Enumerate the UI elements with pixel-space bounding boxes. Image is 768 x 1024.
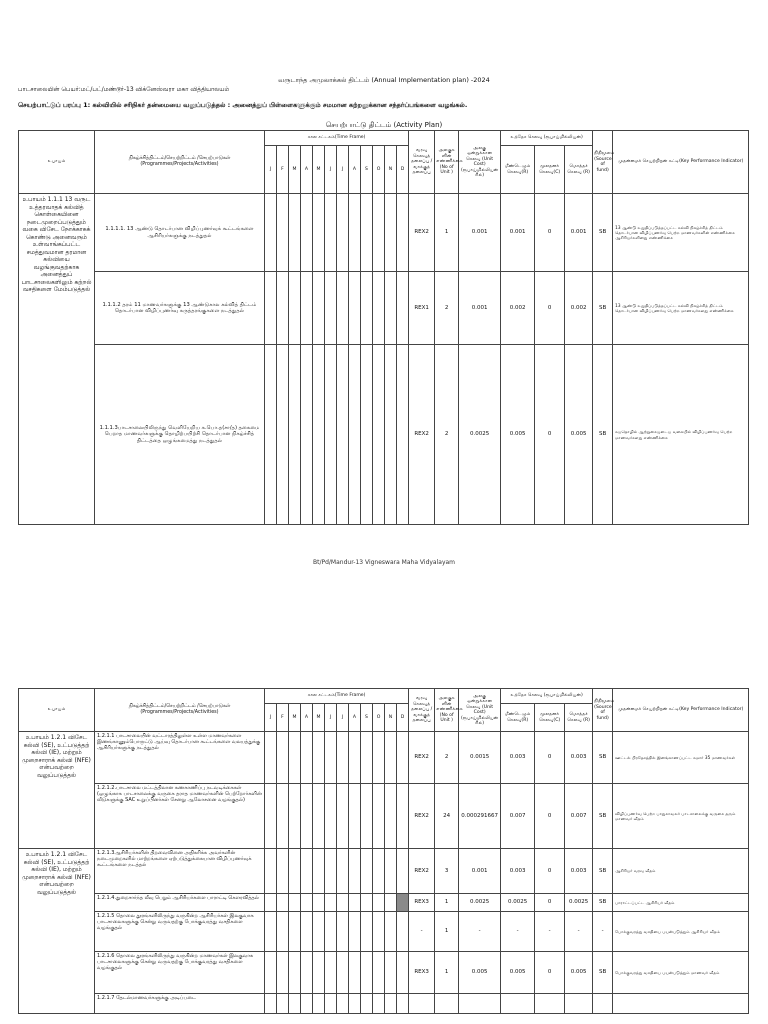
timeline-cell: [385, 732, 397, 784]
source-cell: SB: [593, 345, 613, 525]
table-row: [19, 194, 749, 272]
timeline-cell: [349, 194, 361, 272]
col-budget-code: வரவு செலவுத் தலைப்பு /வாக்குத் தலைப்பு: [409, 689, 435, 732]
recurrent-cell: 0.003: [501, 849, 535, 894]
month-oct: O: [373, 704, 385, 732]
month-aug: A: [349, 704, 361, 732]
timeline-cell: [337, 732, 349, 784]
kpi-cell: போக்குவரத்து வசதியை பயன்படுத்தும் ஆசிரியர் வீதம்: [613, 912, 749, 952]
timeline-cell: [277, 784, 289, 849]
timeline-cell: [337, 849, 349, 894]
timeline-cell: [301, 912, 313, 952]
timeline-cell: [325, 912, 337, 952]
timeline-cell: [385, 345, 397, 525]
kpi-cell: போக்குவரத்து வசதியை பயன்படுத்தும் மாணவர் வீதம்: [613, 952, 749, 994]
budget-code-cell: REX1: [409, 272, 435, 345]
timeline-cell: [337, 894, 349, 912]
month-feb: F: [277, 146, 289, 194]
activity-cell: 1.2.1.1 பாடசாலையின் வட்டாரத்திலுள்ள உள்ள மாணவர்களை இணங்காணும்பொருட்டு ஆய்வு தொடர்பான கூட்டங்களை வலயத்துக்கு ஆசிரியர்களுக்கு நடத்துதல்: [95, 732, 265, 784]
units-cell: [435, 994, 459, 1014]
activity-cell: 1.2.1.6 தொலை தூரங்களிலிருந்து வருகின்ற மாணவர்கள் இலகுவாக பாடசாலைகளுக்கு சென்று வருவதற்கு போக்குவரத்து வசதிகளை வழங்குதல்: [95, 952, 265, 994]
units-cell: 2: [435, 732, 459, 784]
activity-cell: 1.1.1.3பாடசாலையிலிருந்து வெளியேறிய க.பொ.த(சா/த) தகைமை பெறாத மாணவர்களுக்கு தொழிற்பயிற்சி தொடர்பான நிகழ்ச்சித் திட்டத்தை ஒழுங்கமைத்து நடத்துதல்: [95, 345, 265, 525]
timeline-cell: [289, 272, 301, 345]
activity-cell: 1.2.1.7 தேடல்மாணவர்களுக்கு அடிப்படை: [95, 994, 265, 1014]
activity-plan-table-1: [18, 130, 749, 525]
timeline-cell: [361, 732, 373, 784]
recurrent-cell: 0.005: [501, 952, 535, 994]
timeline-cell: [397, 345, 409, 525]
activity-cell: 1.2.1.5 தொலை தூரங்களிலிருந்து வருகின்ற ஆசிரியர்கள் இலகுவாக பாடசாலைகளுக்கு சென்று வருவதற்கு போக்குவரத்து வசதிகளை வழங்குதல்: [95, 912, 265, 952]
col-units: அலகுக ளின் எண்ணிக்கை (No of Unit ): [435, 689, 459, 732]
strategy-cell: உபாயம் 1.1.1 13 வருட உத்தரவாதக் கல்வித் கொள்கையினை நடைமுறைப்படுத்தும் வகை விசேட நோக்காகக் கொண்டு அனைவரும் உள்வாங்கப்பட்ட சமத்துவமான தரமான கல்வியை வழங்குவதற்காக அனைத்துப் பாடசாலைகளிலும் கற்றல் வசதிகளை மேம்படுத்தல்: [19, 194, 95, 525]
timeline-cell: [337, 912, 349, 952]
table-row: [19, 345, 749, 525]
source-cell: SB: [593, 894, 613, 912]
timeline-cell: [325, 994, 337, 1014]
capital-cell: 0: [535, 345, 565, 525]
timeline-cell: [397, 784, 409, 849]
timeline-cell: [397, 194, 409, 272]
month-jul: J: [337, 704, 349, 732]
timeline-cell: [361, 952, 373, 994]
timeline-cell: [349, 784, 361, 849]
unit-cost-cell: 0.005: [459, 952, 501, 994]
col-time-frame: கால சட்டகம்(Time Frame): [265, 689, 409, 704]
timeline-cell: [361, 894, 373, 912]
timeline-cell: [397, 894, 409, 912]
total-cell: 0.007: [565, 784, 593, 849]
timeline-cell: [301, 952, 313, 994]
timeline-cell: [313, 194, 325, 272]
activity-cell: 1.2.1.4.துறைசார்ந்த லீவு பெறும் ஆசிரியர்களை பாராட்டி கௌரவித்தல்: [95, 894, 265, 912]
kpi-cell: விழிப்புணர்வு பெற்ற பாதுகாவலர் பாடசாலைக்கு வருகை தரும் மாணவர் வீதம்: [613, 784, 749, 849]
month-sep: S: [361, 704, 373, 732]
col-strategy: உபாயம்: [19, 131, 95, 194]
source-cell: SB: [593, 849, 613, 894]
budget-code-cell: REX2: [409, 194, 435, 272]
document-title: வருடாந்த அமுலாக்கல் திட்டம் (Annual Implementation plan) -2024: [278, 76, 490, 84]
budget-code-cell: REX2: [409, 345, 435, 525]
month-aug: A: [349, 146, 361, 194]
timeline-cell: [265, 894, 277, 912]
strategy-cell: உபாயம் 1.2.1 விசேட கல்வி (SE), உட்படுத்தற் கல்வி (IE), மற்றும் முறைசாராக் கல்வி (NFE) என்பவற்றை வலுப்படுத்தல்: [19, 732, 95, 849]
timeline-cell: [277, 272, 289, 345]
timeline-cell: [289, 952, 301, 994]
timeline-cell: [397, 849, 409, 894]
kpi-cell: ஊட்டல் பிரதேசத்தில் இனங்காணப்பட்ட சுமார் 35 மாணவர்கள்: [613, 732, 749, 784]
budget-code-cell: REX2: [409, 849, 435, 894]
timeline-cell: [265, 194, 277, 272]
month-feb: F: [277, 704, 289, 732]
source-cell: SB: [593, 784, 613, 849]
month-sep: S: [361, 146, 373, 194]
timeline-cell: [361, 912, 373, 952]
timeline-cell: [265, 784, 277, 849]
activity-cell: 1.2.1.3ஆசிரியர்களின் திறவைவினை அதிகரிக்க அவர்களின் நடைமுறைகளில் மாற்றங்களை ஏற்படுத்துக்கையான விழிப்புணர்வுக் கூட்டங்களை நடத்தல்: [95, 849, 265, 894]
col-recurrent: மீண்டெழும் செலவு(R): [501, 146, 535, 194]
capital-cell: 0: [535, 784, 565, 849]
timeline-cell: [265, 952, 277, 994]
units-cell: 1: [435, 194, 459, 272]
col-strategy: உபாயம்: [19, 689, 95, 732]
units-cell: 24: [435, 784, 459, 849]
col-activities: நிகழ்ச்சித்திட்டம்/செயற்றிட்டம் /செயற்பாடுகள் (Programmes/Projects/Activities): [95, 131, 265, 194]
col-unit-cost: அலகு ஒன்றுக்கான செலவு (Unit Cost) (ரூபாய்மில்லியன் ரில்): [459, 131, 501, 194]
timeline-cell: [301, 272, 313, 345]
timeline-cell: [385, 194, 397, 272]
table-row: [19, 994, 749, 1014]
timeline-cell: [265, 912, 277, 952]
unit-cost-cell: 0.001: [459, 849, 501, 894]
recurrent-cell: -: [501, 912, 535, 952]
col-budget-code: வரவு செலவுத் தலைப்பு /வாக்குத் தலைப்பு: [409, 131, 435, 194]
month-jan: J: [265, 146, 277, 194]
table-row: [19, 272, 749, 345]
source-cell: SB: [593, 272, 613, 345]
timeline-cell: [313, 952, 325, 994]
timeline-cell: [313, 912, 325, 952]
timeline-cell: [361, 345, 373, 525]
timeline-cell: [397, 912, 409, 952]
timeline-cell: [361, 194, 373, 272]
timeline-cell: [325, 894, 337, 912]
col-estimated-cost: உத்தேச செலவு (ரூபாய்மில்லியன்): [501, 689, 593, 704]
recurrent-cell: 0.0025: [501, 894, 535, 912]
col-units: அலகுக ளின் எண்ணிக்கை (No of Unit ): [435, 131, 459, 194]
timeline-cell: [337, 784, 349, 849]
recurrent-cell: 0.002: [501, 272, 535, 345]
timeline-cell: [385, 784, 397, 849]
activity-plan-table-2: [18, 688, 749, 1014]
capital-cell: 0: [535, 849, 565, 894]
timeline-cell: [325, 784, 337, 849]
units-cell: 1: [435, 952, 459, 994]
month-nov: N: [385, 146, 397, 194]
unit-cost-cell: 0.001: [459, 194, 501, 272]
timeline-cell: [277, 194, 289, 272]
timeline-cell: [337, 194, 349, 272]
timeline-cell: [385, 994, 397, 1014]
unit-cost-cell: 0.0025: [459, 345, 501, 525]
source-cell: -: [593, 912, 613, 952]
activity-cell: 1.1.1.1. 13 ஆண்டு தொடர்பான விழிப்புணர்வுக் கூட்டங்களை ஆசிரியர்களுக்கு நடத்துதல்: [95, 194, 265, 272]
kpi-cell: ஆசிரியர் வரவு வீதம்: [613, 849, 749, 894]
timeline-cell: [397, 952, 409, 994]
timeline-cell: [301, 849, 313, 894]
timeline-cell: [289, 784, 301, 849]
capital-cell: -: [535, 912, 565, 952]
recurrent-cell: 0.007: [501, 784, 535, 849]
timeline-cell: [385, 272, 397, 345]
budget-code-cell: REX2: [409, 784, 435, 849]
month-jul: J: [337, 146, 349, 194]
recurrent-cell: 0.001: [501, 194, 535, 272]
timeline-cell: [325, 345, 337, 525]
col-kpi: முதன்மைச் செயற்றிறன் சுட்டி(Key Performance Indicator): [613, 689, 749, 732]
table-row: [19, 952, 749, 994]
timeline-cell: [277, 732, 289, 784]
capital-cell: [535, 994, 565, 1014]
timeline-cell: [373, 849, 385, 894]
col-unit-cost: அலகு ஒன்றுக்கான செலவு (Unit Cost) (ரூபாய்மில்லியன் ரில்): [459, 689, 501, 732]
col-source: நிதிமூலம் (Source of fund): [593, 131, 613, 194]
source-cell: SB: [593, 952, 613, 994]
timeline-cell: [337, 345, 349, 525]
timeline-cell: [265, 272, 277, 345]
timeline-cell: [385, 849, 397, 894]
timeline-cell: [337, 272, 349, 345]
timeline-cell: [289, 849, 301, 894]
capital-cell: 0: [535, 194, 565, 272]
kpi-cell: 13 ஆண்டு உறுதிப்படுத்தப்பட்ட கல்வி நிகழ்ச்சித் திட்டம் தொடர்பான விழிப்புணர்வு பெற்ற மாணவர்களின் எண்ணிக்கை ஆசிரியர்களினது எண்ணிக்கை: [613, 194, 749, 272]
timeline-cell: [349, 732, 361, 784]
school-name: பாடசாலையின் பெயர்:மட்/பட்/மண்டூர்-13 விக்னேஸ்வரா மகா வித்தியாலயம்: [18, 86, 230, 93]
timeline-cell: [277, 345, 289, 525]
strategy-cell: உபாயம் 1.2.1 விசேட கல்வி (SE), உட்படுத்தற் கல்வி (IE), மற்றும் முறைசாராக் கல்வி (NFE) என்பவற்றை வலுப்படுத்தல்: [19, 849, 95, 1014]
timeline-cell: [361, 994, 373, 1014]
timeline-cell: [289, 732, 301, 784]
timeline-cell: [277, 912, 289, 952]
timeline-cell: [301, 732, 313, 784]
recurrent-cell: 0.005: [501, 345, 535, 525]
timeline-cell: [361, 784, 373, 849]
capital-cell: 0: [535, 732, 565, 784]
timeline-cell: [397, 732, 409, 784]
month-may: M: [313, 704, 325, 732]
timeline-cell: [277, 952, 289, 994]
timeline-cell: [277, 994, 289, 1014]
recurrent-cell: 0.003: [501, 732, 535, 784]
unit-cost-cell: 0.000291667: [459, 784, 501, 849]
timeline-cell: [301, 784, 313, 849]
timeline-cell: [349, 994, 361, 1014]
timeline-cell: [289, 894, 301, 912]
page-footer: Bt/Pd/Mandur-13 Vigneswara Maha Vidyalayam: [312, 559, 456, 566]
total-cell: 0.003: [565, 849, 593, 894]
col-estimated-cost: உத்தேச செலவு (ரூபாய்மில்லியன்): [501, 131, 593, 146]
timeline-cell: [277, 894, 289, 912]
timeline-cell: [349, 345, 361, 525]
total-cell: [565, 994, 593, 1014]
timeline-cell: [373, 194, 385, 272]
timeline-cell: [325, 272, 337, 345]
month-may: M: [313, 146, 325, 194]
table-row: [19, 894, 749, 912]
table-row: [19, 732, 749, 784]
table-row: [19, 912, 749, 952]
units-cell: 1: [435, 894, 459, 912]
timeline-cell: [265, 849, 277, 894]
col-capital: மூலதனச் செலவு(C): [535, 704, 565, 732]
budget-code-cell: REX3: [409, 952, 435, 994]
timeline-cell: [373, 345, 385, 525]
total-cell: 0.005: [565, 952, 593, 994]
total-cell: 0.003: [565, 732, 593, 784]
timeline-cell: [313, 732, 325, 784]
units-cell: 3: [435, 849, 459, 894]
total-cell: 0.001: [565, 194, 593, 272]
timeline-cell: [349, 952, 361, 994]
capital-cell: 0: [535, 952, 565, 994]
timeline-cell: [373, 994, 385, 1014]
timeline-cell: [337, 994, 349, 1014]
timeline-cell: [313, 784, 325, 849]
col-total: மொத்தச் செலவு (R): [565, 146, 593, 194]
timeline-cell: [373, 732, 385, 784]
timeline-cell: [289, 912, 301, 952]
unit-cost-cell: 0.0015: [459, 732, 501, 784]
timeline-cell: [337, 952, 349, 994]
month-apr: A: [301, 146, 313, 194]
timeline-cell: [385, 912, 397, 952]
month-mar: M: [289, 704, 301, 732]
source-cell: SB: [593, 732, 613, 784]
month-jun: J: [325, 704, 337, 732]
timeline-cell: [397, 994, 409, 1014]
kpi-cell: 13 ஆண்டு உறுதிப்படுத்தப்பட்ட கல்வி நிகழ்ச்சித் திட்டம் தொடர்பான விழிப்புணர்வு பெற்ற மாணவர்களது எண்ணிக்கை: [613, 272, 749, 345]
col-recurrent: மீண்டெழும் செலவு(R): [501, 704, 535, 732]
objective-heading: செயற்பாட்டுப் பரப்பு 1: கல்வியில் சரிநிகர் தன்மையை வலுப்படுத்தல் : அனைத்துப் பிள்ளைகளுக்கும் சமமான கற்றலுக்கான சந்தர்ப்பங்களை வழங்கல்.: [18, 101, 468, 109]
month-nov: N: [385, 704, 397, 732]
timeline-cell: [325, 732, 337, 784]
col-capital: மூலதனச் செலவு(C): [535, 146, 565, 194]
timeline-cell: [361, 849, 373, 894]
unit-cost-cell: 0.001: [459, 272, 501, 345]
timeline-cell: [325, 194, 337, 272]
timeline-cell: [325, 952, 337, 994]
total-cell: 0.002: [565, 272, 593, 345]
budget-code-cell: -: [409, 912, 435, 952]
timeline-cell: [373, 272, 385, 345]
timeline-cell: [313, 849, 325, 894]
timeline-cell: [277, 849, 289, 894]
budget-code-cell: REX2: [409, 732, 435, 784]
timeline-cell: [265, 345, 277, 525]
timeline-cell: [361, 272, 373, 345]
month-mar: M: [289, 146, 301, 194]
unit-cost-cell: -: [459, 912, 501, 952]
timeline-cell: [301, 894, 313, 912]
total-cell: -: [565, 912, 593, 952]
timeline-cell: [265, 994, 277, 1014]
timeline-cell: [325, 849, 337, 894]
timeline-cell: [373, 894, 385, 912]
timeline-cell: [373, 784, 385, 849]
timeline-cell: [289, 345, 301, 525]
col-source: நிதிமூலம் (Source of fund): [593, 689, 613, 732]
timeline-cell: [313, 345, 325, 525]
timeline-cell: [349, 894, 361, 912]
source-cell: SB: [593, 194, 613, 272]
activity-cell: 1.2.1.2.பாடசாலை மட்டத்திலான கணகாணிப்பு நடவடிக்கைகள் (ஒழுங்காக பாடசாலைக்கு வருகை தராத மாணவர்களின் பெற்றோர்களின் வீடுகளுக்கு SAC உறுப்பினர்கள் சேனறு ஆலோசனை வழங்குதல்): [95, 784, 265, 849]
timeline-cell: [385, 952, 397, 994]
timeline-cell: [301, 194, 313, 272]
kpi-cell: பாராட்டப்பட்ட ஆசிரியர் வீதம்: [613, 894, 749, 912]
unit-cost-cell: [459, 994, 501, 1014]
budget-code-cell: REX3: [409, 894, 435, 912]
col-activities: நிகழ்ச்சித்திட்டம்/செயற்றிட்டம் /செயற்பாடுகள் (Programmes/Projects/Activities): [95, 689, 265, 732]
activity-plan-label: செயற்பாட்டு திட்டம் (Activity Plan): [325, 121, 443, 129]
total-cell: 0.0025: [565, 894, 593, 912]
source-cell: [593, 994, 613, 1014]
month-jan: J: [265, 704, 277, 732]
timeline-cell: [301, 345, 313, 525]
timeline-cell: [313, 272, 325, 345]
timeline-cell: [289, 194, 301, 272]
month-oct: O: [373, 146, 385, 194]
col-time-frame: கால சட்டகம்(Time Frame): [265, 131, 409, 146]
budget-code-cell: [409, 994, 435, 1014]
units-cell: 2: [435, 345, 459, 525]
month-apr: A: [301, 704, 313, 732]
units-cell: 2: [435, 272, 459, 345]
timeline-cell: [349, 912, 361, 952]
timeline-cell: [373, 952, 385, 994]
timeline-cell: [301, 994, 313, 1014]
capital-cell: 0: [535, 894, 565, 912]
timeline-cell: [397, 272, 409, 345]
units-cell: 1: [435, 912, 459, 952]
capital-cell: 0: [535, 272, 565, 345]
col-kpi: முதன்மைச் செயற்றிறன் சுட்டி(Key Performance Indicator): [613, 131, 749, 194]
unit-cost-cell: 0.0025: [459, 894, 501, 912]
table-row: [19, 784, 749, 849]
table-row: [19, 849, 749, 894]
kpi-cell: [613, 994, 749, 1014]
month-dec: D: [397, 146, 409, 194]
timeline-cell: [289, 994, 301, 1014]
timeline-cell: [349, 272, 361, 345]
timeline-cell: [349, 849, 361, 894]
month-dec: D: [397, 704, 409, 732]
timeline-cell: [313, 894, 325, 912]
timeline-cell: [373, 912, 385, 952]
kpi-cell: சுயதொழில் ஆற்றுகையுடைய வகையில் விழிப்புணர்வு பெற்ற மாணவர்களது எண்ணிக்கை: [613, 345, 749, 525]
activity-cell: 1.1.1.2 தரம் 11 மாணவர்களுக்கு 13 ஆண்டுகால கல்வித் திட்டம் தொடர்பான விழிப்புணர்வு கருத்தரங்குகளை நடத்துதல்: [95, 272, 265, 345]
timeline-cell: [313, 994, 325, 1014]
month-jun: J: [325, 146, 337, 194]
timeline-cell: [265, 732, 277, 784]
total-cell: 0.005: [565, 345, 593, 525]
recurrent-cell: [501, 994, 535, 1014]
timeline-cell: [385, 894, 397, 912]
col-total: மொத்தச் செலவு (R): [565, 704, 593, 732]
